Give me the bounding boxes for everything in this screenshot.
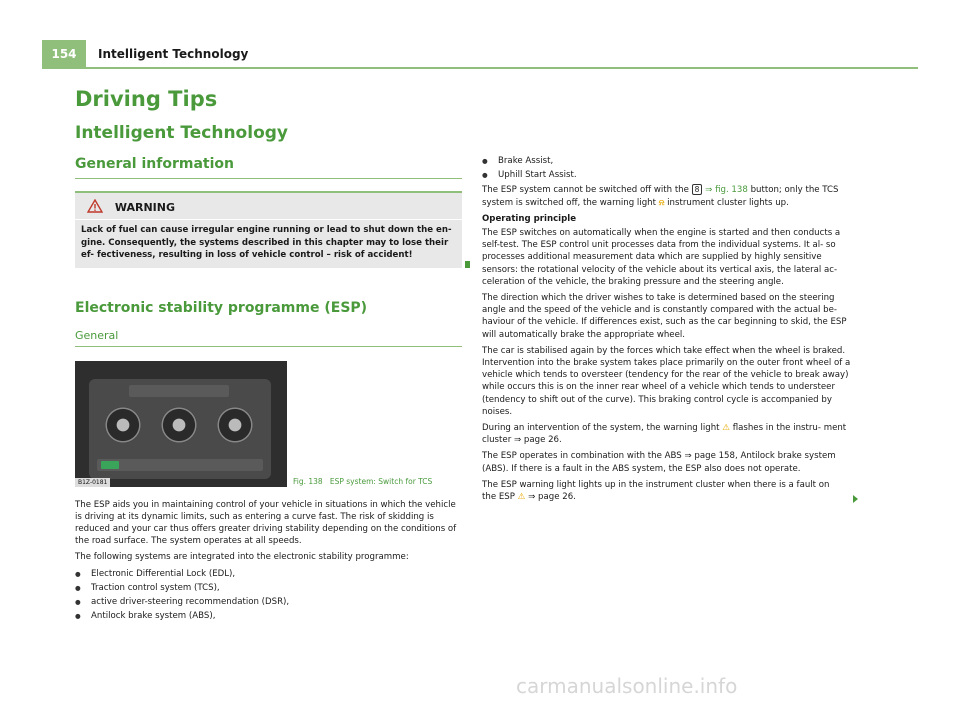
- esp-heading: Electronic stability programme (ESP): [75, 299, 368, 316]
- tcs-switch: [101, 461, 119, 469]
- text-span: The ESP warning light lights up in the instrument cluster when there is a fault on the ESP: [482, 479, 830, 503]
- heading-rule: [75, 178, 462, 179]
- esp-switch-figure: [75, 361, 287, 487]
- list-item: ● Antilock brake system (ABS),: [75, 610, 462, 622]
- general-information-heading: General information: [75, 156, 234, 172]
- paragraph: [482, 422, 858, 446]
- header-rule: [42, 67, 918, 69]
- operating-principle-heading: Operating principle: [482, 213, 577, 224]
- warning-text: Lack of fuel can cause irregular engine running or lead to shut down the en- gine. Consequently, the systems described in this chapter may to lose their ef- fectiveness, resulting in loss of vehicle control – risk of accident!: [81, 225, 452, 260]
- tcs-warning-light-icon: ⍾: [658, 197, 665, 208]
- warning-title: WARNING: [114, 201, 175, 214]
- figure-block: [75, 361, 462, 495]
- list-item: ● active driver-steering recommendation (DSR),: [75, 596, 462, 608]
- button-8-key-icon: 8: [692, 184, 703, 195]
- temperature-knob: [105, 407, 141, 443]
- left-column: [75, 86, 462, 625]
- general-subheading: General: [75, 328, 119, 342]
- paragraph: The ESP operates in combination with the ABS ⇒ page 158, Antilock brake system (ABS). If there is a fault in the ABS system, the ESP also does not operate.: [482, 451, 836, 474]
- bottom-button-row: [97, 459, 263, 471]
- list-item: ● Electronic Differential Lock (EDL),: [75, 568, 462, 580]
- text-span: During an intervention of the system, the warning light: [482, 423, 720, 434]
- list-item: ● Traction control system (TCS),: [75, 582, 462, 594]
- air-distribution-knob: [217, 407, 253, 443]
- paragraph: [482, 184, 858, 208]
- watermark: carmanualsonline.info: [516, 674, 738, 698]
- list-item: ● Uphill Start Assist.: [482, 169, 858, 181]
- paragraph: The ESP switches on automatically when the engine is started and then conducts a self-test. The ESP control unit processes data from the individual systems. It al- so processes additional measurement data which are supplied by highly sensitive sensors: the rotational velocity of the vehicle about its vertical axis, the lateral ac- celeration of the vehicle, the braking pressure and the steering angle.: [482, 228, 841, 287]
- figure-reference-link[interactable]: ⇒ fig. 138: [705, 185, 748, 196]
- integrated-systems-list: [75, 568, 462, 623]
- right-column: [482, 155, 858, 507]
- text-span: flashes in the instru- ment cluster ⇒ page 26.: [482, 423, 847, 446]
- list-item: ● Brake Assist,: [482, 155, 858, 167]
- text-span: instrument cluster lights up.: [667, 197, 789, 208]
- paragraph: The car is stabilised again by the forces which take effect when the wheel is braked. Intervention into the brake system takes place primarily on the outer front wheel of a vehicle which tends to oversteer (tendency for the rear of the vehicle to break away) while occurs this is on the inner rear wheel of a vehicle which tends to understeer (tendency to shift out of the curve). This braking control cycle is accompanied by noises.: [482, 345, 851, 417]
- subheading-rule: [75, 346, 462, 347]
- continue-arrow-icon: [853, 495, 858, 503]
- figure-caption-text: ESP system: Switch for TCS: [329, 476, 433, 486]
- running-title: Intelligent Technology: [98, 47, 249, 61]
- warning-box: [75, 191, 462, 268]
- text-span: The ESP system cannot be switched off with the: [482, 185, 689, 196]
- warning-header: [75, 193, 462, 220]
- integrated-systems-list-continued: [482, 155, 858, 181]
- page-number: 154: [42, 40, 86, 68]
- chapter-title: Driving Tips: [75, 87, 218, 111]
- figure-caption: [293, 477, 432, 487]
- figure-id: B1Z-0181: [75, 478, 110, 487]
- warning-triangle-icon: [87, 199, 103, 216]
- figure-caption-number: Fig. 138: [293, 476, 323, 486]
- esp-warning-light-icon: ⚠: [517, 492, 526, 503]
- text-span: ⇒ page 26.: [528, 492, 576, 503]
- page-header: [42, 40, 918, 68]
- section-title: Intelligent Technology: [75, 123, 288, 143]
- section-end-icon: [465, 261, 470, 268]
- text-span: button; only the TCS system is switched off, the warning light: [482, 185, 839, 208]
- climate-control-panel: [89, 379, 271, 479]
- paragraph: The ESP aids you in maintaining control of your vehicle in situations in which the vehicle is driving at its dynamic limits, such as entering a curve fast. The risk of skidding is reduced and your car thus offers greater driving stability depending on the conditions of the road surface. The system operates at all speeds.: [75, 499, 457, 547]
- paragraph: The following systems are integrated into the electronic stability programme:: [75, 552, 409, 563]
- paragraph: [482, 479, 858, 503]
- fan-knob: [161, 407, 197, 443]
- esp-warning-light-icon: ⚠: [722, 423, 730, 434]
- paragraph: The direction which the driver wishes to take is determined based on the steering angle and the speed of the vehicle and is constantly compared with the actual be- haviour of the vehicle. If differences exist, such as the car beginning to skid, the ESP will automatically brake the appropriate wheel.: [482, 293, 847, 340]
- top-button-row: [129, 385, 229, 397]
